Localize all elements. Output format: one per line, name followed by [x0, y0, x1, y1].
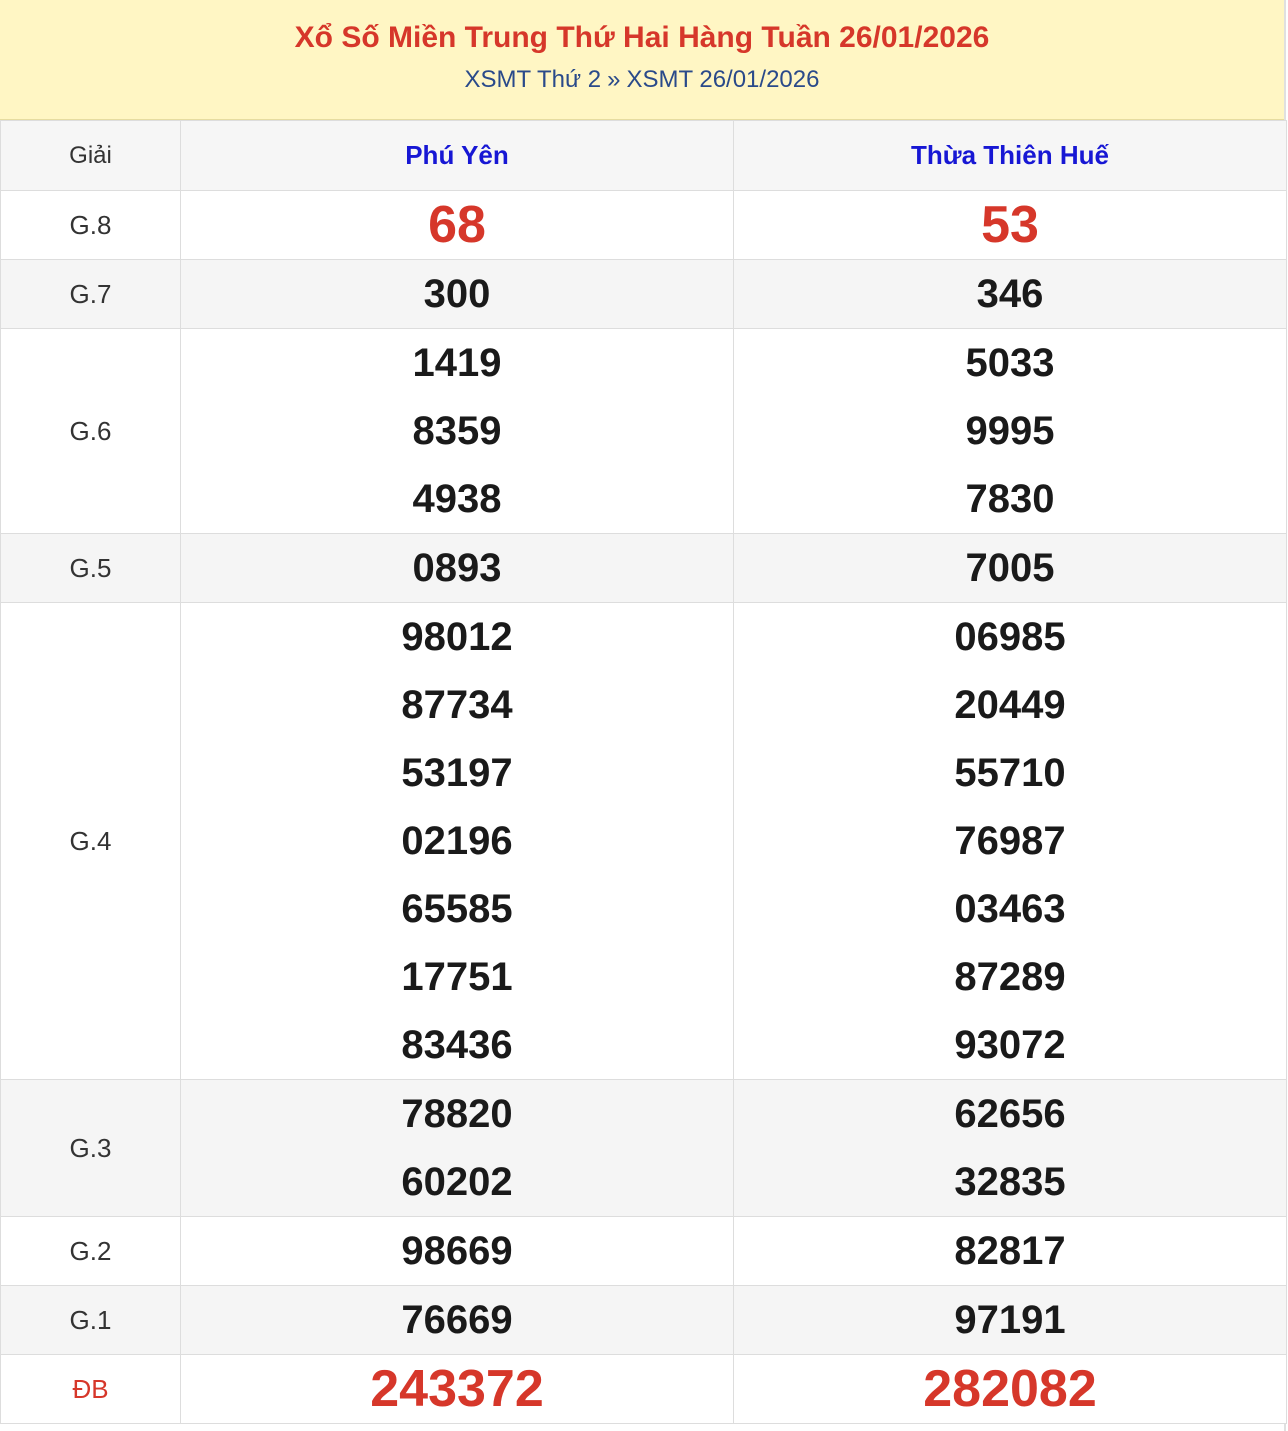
prize-column-header: Giải: [1, 121, 181, 191]
result-cell: [181, 534, 734, 603]
result-number: 7830: [965, 477, 1055, 521]
result-number: 93072: [954, 1023, 1066, 1067]
result-number: 5033: [965, 341, 1055, 385]
table-row: [1, 1080, 1287, 1217]
result-number: 78820: [401, 1092, 513, 1136]
prize-name: G.6: [1, 329, 181, 534]
results-body: [1, 191, 1287, 1424]
result-number: 346: [976, 272, 1044, 316]
result-cell: [734, 260, 1287, 329]
result-number: 98012: [401, 615, 513, 659]
breadcrumb-link-date[interactable]: XSMT 26/01/2026: [626, 66, 820, 93]
result-number: 87289: [954, 955, 1066, 999]
result-number: 32835: [954, 1160, 1066, 1204]
result-number: 282082: [923, 1360, 1097, 1418]
result-number: 0893: [412, 546, 502, 590]
result-cell: [734, 1080, 1287, 1217]
result-cell: [181, 260, 734, 329]
result-number: 8359: [412, 409, 502, 453]
result-number: 60202: [401, 1160, 513, 1204]
prize-name: G.1: [1, 1286, 181, 1355]
result-cell: [734, 329, 1287, 534]
table-row: [1, 603, 1287, 1080]
result-cell: [734, 191, 1287, 260]
prize-name: G.8: [1, 191, 181, 260]
result-number: 53: [981, 196, 1039, 254]
result-cell: [181, 1217, 734, 1286]
table-row: [1, 329, 1287, 534]
result-number: 243372: [370, 1360, 544, 1418]
province-header-thua-thien-hue[interactable]: Thừa Thiên Huế: [734, 121, 1287, 191]
result-number: 65585: [401, 887, 513, 931]
result-number: 9995: [965, 409, 1055, 453]
breadcrumb-separator: »: [607, 66, 621, 93]
result-cell: [734, 1286, 1287, 1355]
breadcrumb-link-weekday[interactable]: XSMT Thứ 2: [464, 66, 602, 93]
result-number: 17751: [401, 955, 513, 999]
result-number: 62656: [954, 1092, 1066, 1136]
result-number: 1419: [412, 341, 502, 385]
result-cell: [181, 603, 734, 1080]
result-cell: [734, 1217, 1287, 1286]
result-cell: [734, 1355, 1287, 1424]
prize-name: G.3: [1, 1080, 181, 1217]
result-number: 83436: [401, 1023, 513, 1067]
prize-name: G.2: [1, 1217, 181, 1286]
prize-name: ĐB: [1, 1355, 181, 1424]
result-number: 300: [423, 272, 491, 316]
result-number: 02196: [401, 819, 513, 863]
prize-name: G.7: [1, 260, 181, 329]
result-cell: [181, 191, 734, 260]
result-number: 03463: [954, 887, 1066, 931]
result-cell: [734, 603, 1287, 1080]
table-row: [1, 1355, 1287, 1424]
result-cell: [181, 1080, 734, 1217]
table-row: [1, 191, 1287, 260]
result-number: 20449: [954, 683, 1066, 727]
result-cell: [181, 329, 734, 534]
page-title: Xổ Số Miền Trung Thứ Hai Hàng Tuần 26/01/2026: [294, 21, 990, 54]
result-cell: [181, 1355, 734, 1424]
result-cell: [181, 1286, 734, 1355]
result-number: 68: [428, 196, 486, 254]
province-header-phu-yen[interactable]: Phú Yên: [181, 121, 734, 191]
table-row: [1, 1286, 1287, 1355]
result-number: 4938: [412, 477, 502, 521]
table-row: [1, 534, 1287, 603]
result-number: 7005: [965, 546, 1055, 590]
result-number: 76987: [954, 819, 1066, 863]
table-header-row: [1, 121, 1287, 191]
result-number: 55710: [954, 751, 1066, 795]
results-header: [0, 0, 1284, 120]
prize-name: G.4: [1, 603, 181, 1080]
result-number: 98669: [401, 1229, 513, 1273]
prize-name: G.5: [1, 534, 181, 603]
table-row: [1, 260, 1287, 329]
result-number: 97191: [954, 1298, 1066, 1342]
results-table: [0, 120, 1287, 1424]
result-cell: [734, 534, 1287, 603]
result-number: 87734: [401, 683, 513, 727]
result-number: 06985: [954, 615, 1066, 659]
breadcrumb: [0, 64, 1284, 96]
result-number: 82817: [954, 1229, 1066, 1273]
table-row: [1, 1217, 1287, 1286]
result-number: 76669: [401, 1298, 513, 1342]
result-number: 53197: [401, 751, 513, 795]
